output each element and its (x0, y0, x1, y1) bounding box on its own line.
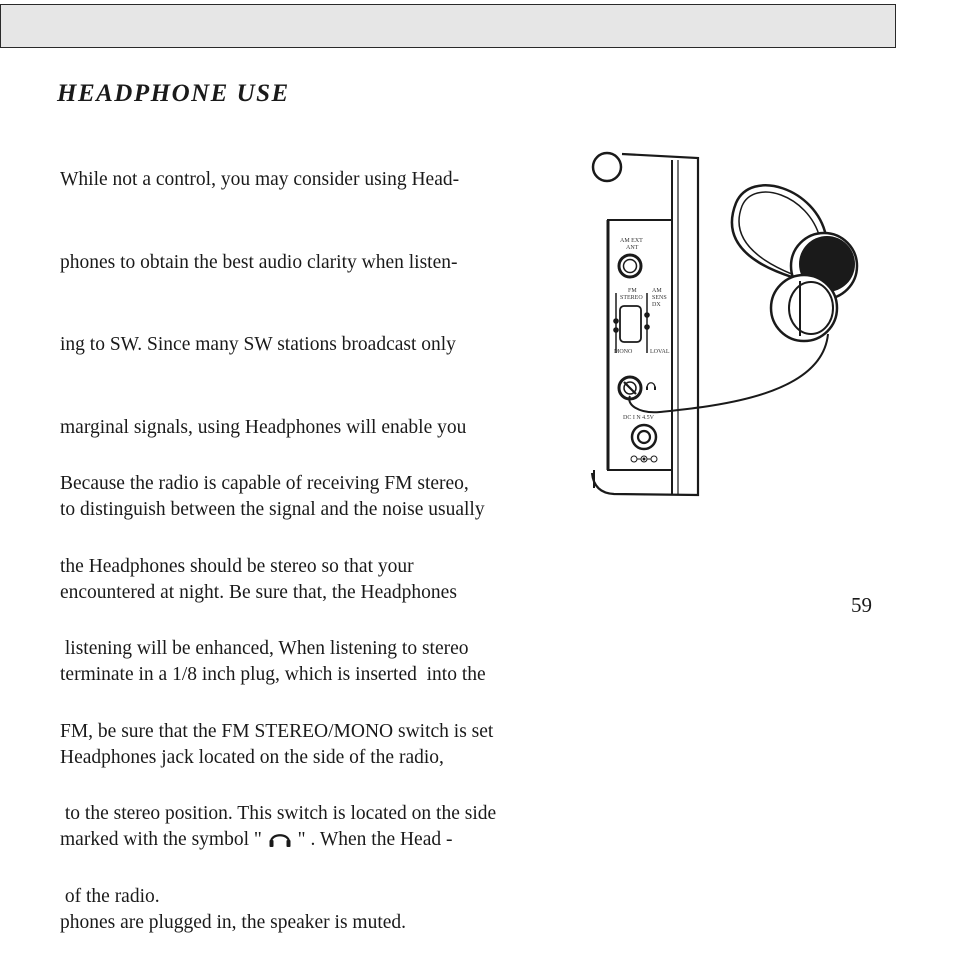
fm-label: FM (628, 288, 637, 294)
page-number: 59 (851, 593, 872, 617)
page-title: HEADPHONE USE (57, 80, 290, 107)
header-bar (0, 4, 896, 48)
am-ext-ant-label-2: ANT (626, 245, 639, 251)
paragraph-line: Headphones jack located on the side of the radio, (60, 746, 444, 768)
symbol-line-after: " . When the Head - (292, 829, 453, 850)
headphone-jack-symbol-icon (646, 383, 656, 390)
headphones (732, 185, 857, 341)
paragraph-line: phones are plugged in, the speaker is muted. (60, 911, 407, 933)
headphone-cord (629, 334, 828, 412)
paragraph-line: terminate in a 1/8 inch plug, which is inserted into the (60, 664, 486, 685)
mono-label: MONO (614, 349, 633, 355)
paragraph-line: the Headphones should be stereo so that your (60, 555, 414, 577)
radio-knob (593, 153, 621, 181)
am-label: AM (652, 288, 662, 294)
dx-label: DX (652, 302, 661, 308)
radio-headphones-illustration (586, 148, 876, 508)
paragraph-line: marginal signals, using Headphones will enable you (60, 416, 467, 438)
symbol-line-before: marked with the symbol " (60, 829, 267, 850)
paragraph-line: to distinguish between the signal and the noise usually (60, 499, 485, 520)
paragraph-line: While not a control, you may consider using Head- (60, 169, 460, 190)
am-ext-ant-label: AM EXT (620, 238, 643, 244)
paragraph-line: ing to SW. Since many SW stations broadcast only (60, 334, 456, 355)
paragraph-stereo-info (60, 415, 496, 938)
paragraph-line: of the radio. (60, 885, 160, 907)
paragraph-line: phones to obtain the best audio clarity when listen- (60, 251, 458, 273)
paragraph-line: encountered at night. Be sure that, the Headphones (60, 581, 457, 603)
stereo-label: STEREO (620, 295, 643, 301)
paragraph-line: Because the radio is capable of receiving FM stereo, (60, 473, 469, 494)
paragraph-line: FM, be sure that the FM STEREO/MONO switch is set (60, 720, 494, 742)
paragraph-line: to the stereo position. This switch is located on the side (60, 803, 497, 824)
dc-in-label: DC I N 4.5V (623, 415, 654, 421)
paragraph-line: listening will be enhanced, When listening to stereo (60, 638, 469, 659)
sens-label: SENS (652, 295, 667, 301)
polarity-symbol-icon (631, 456, 657, 462)
fm-stereo-mono-switch[interactable] (620, 306, 641, 342)
local-label: LOVAL (650, 349, 670, 355)
